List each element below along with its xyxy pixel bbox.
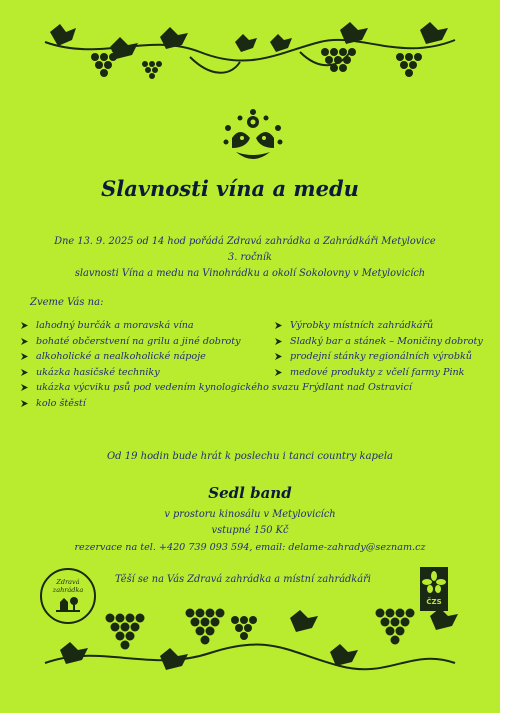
- list-item-label: lahodný burčák a moravská vína: [36, 320, 194, 331]
- list-item: [274, 318, 483, 334]
- folk-birds-ornament: [222, 108, 284, 170]
- music-line: Od 19 hodin bude hrát k poslechu i tanci country kapela: [106, 451, 394, 462]
- list-item: [20, 396, 412, 412]
- band-name: Sedl band: [208, 484, 292, 502]
- bullet-mark-icon: [20, 368, 29, 377]
- list-item-label: ukázka výcviku psů pod vedením kynologického svazu Frýdlant nad Ostravicí: [36, 382, 412, 393]
- list-item-label: Výrobky místních zahrádkářů: [290, 320, 434, 331]
- bullet-mark-icon: [20, 321, 29, 330]
- venue-text: v prostoru kinosálu v Metylovicích: [164, 509, 336, 520]
- bullet-mark-icon: [274, 321, 283, 330]
- list-item-label: bohaté občerstvení na grilu a jiné dobroty: [36, 335, 241, 347]
- list-item: [20, 380, 412, 396]
- logo-text: Zdravá zahrádka: [52, 578, 84, 594]
- list-item-label: Sladký bar a stánek – Moničiny dobroty: [290, 335, 483, 347]
- entry-price: vstupné 150 Kč: [211, 525, 289, 536]
- event-title: Slavnosti vína a medu: [101, 176, 359, 201]
- closing-text: Těší se na Vás Zdravá zahrádka a místní zahrádkáři: [115, 574, 371, 585]
- list-item-label: ukázka hasičské techniky: [36, 366, 160, 378]
- bullet-mark-icon: [274, 368, 283, 377]
- bullet-mark-icon: [274, 337, 283, 346]
- bullet-mark-icon: [20, 337, 29, 346]
- intro-line-1: Dne 13. 9. 2025 od 14 hod pořádá Zdravá zahrádka a Zahrádkáři Metylovice: [54, 236, 436, 247]
- list-item-label: alkoholické a nealkoholické nápoje: [36, 351, 206, 362]
- intro-line-3: slavnosti Vína a medu na Vinohrádku a okolí Sokolovny v Metylovicích: [74, 268, 426, 279]
- bullet-mark-icon: [274, 352, 283, 361]
- czs-logo: [420, 567, 448, 611]
- list-item-label: prodejní stánky regionálních výrobků: [290, 351, 472, 362]
- reservation-text: rezervace na tel. +420 739 093 594, email: delame-zahrady@seznam.cz: [74, 542, 426, 553]
- list-item-label: medové produkty z včelí farmy Pink: [290, 366, 465, 378]
- list-item: [274, 365, 483, 381]
- grape-vine-ornament-bottom: [40, 608, 460, 688]
- bullet-mark-icon: [20, 383, 29, 392]
- list-item-label: kolo štěstí: [36, 397, 86, 409]
- list-item: [274, 349, 483, 365]
- bullet-mark-icon: [20, 399, 29, 408]
- bullet-mark-icon: [20, 352, 29, 361]
- flower-icon: [422, 570, 446, 596]
- czs-label: ČZS: [426, 598, 442, 606]
- program-list-right: [274, 318, 483, 380]
- list-item: [274, 334, 483, 350]
- grape-vine-ornament-top: [40, 22, 460, 97]
- intro-line-2: 3. ročník: [228, 252, 272, 263]
- invite-text: Zveme Vás na:: [30, 297, 104, 308]
